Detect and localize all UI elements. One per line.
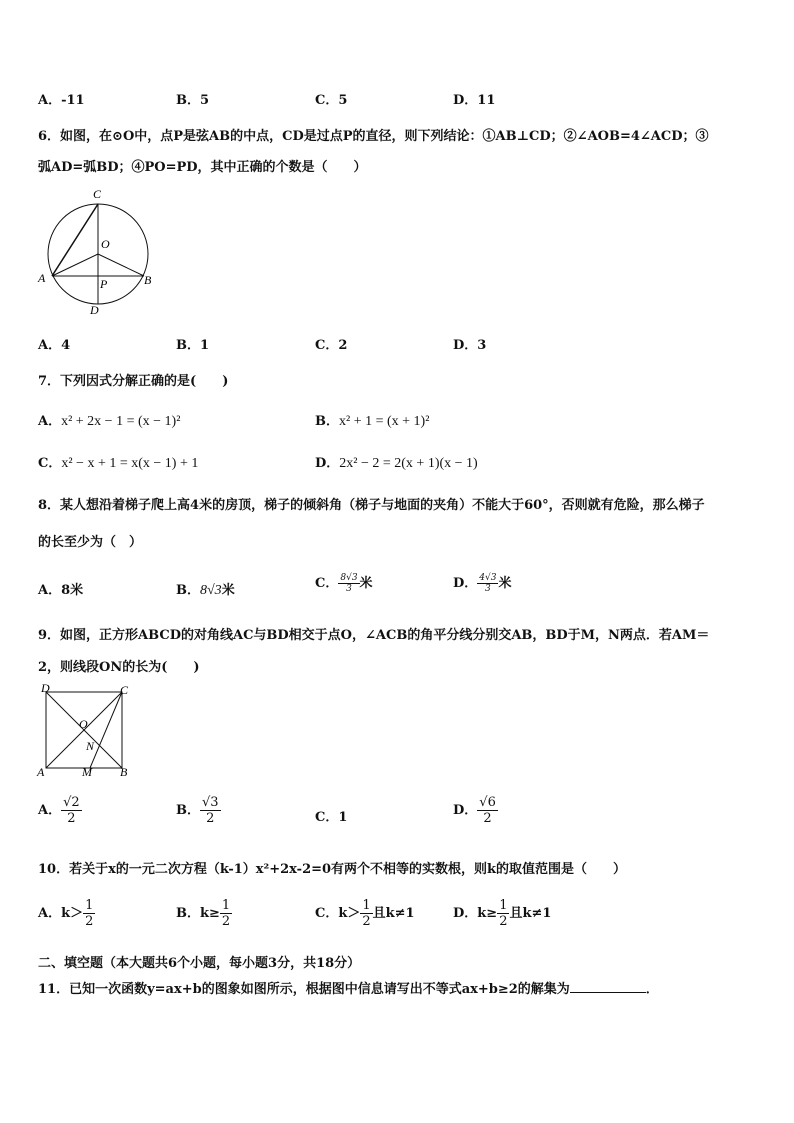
q7-stem: 7．下列因式分解正确的是( ) [38, 374, 229, 389]
section-heading-fill-in: 二、填空题（本大题共6个小题，每小题3分，共18分） [38, 956, 361, 971]
q7-option-b: B．x² + 1 = (x + 1)² [315, 414, 430, 429]
q9-option-c: C．1 [315, 810, 348, 825]
q9-stem-line1: 9．如图，正方形ABCD的对角线AC与BD相交于点O，∠ACB的角平分线分别交AB，BD于M，N两点．若AM＝ [38, 628, 710, 643]
q5-option-a: A．-11 [38, 93, 85, 108]
q9-option-a: A． $\frac{√2}{2}$ [38, 795, 80, 826]
q9-b-fraction: $\frac{√3}{2}$ [202, 795, 219, 826]
label-d: D [41, 682, 50, 695]
label-c: C [93, 187, 102, 201]
label-m: M [82, 765, 92, 779]
label-a: A [38, 271, 46, 285]
q8-option-d: D． $\frac{4√3}{3}$ 米 [453, 573, 512, 594]
q8-stem-line2: 的长至少为（ ） [38, 535, 143, 550]
label-b: B [120, 765, 128, 779]
label-a: A [37, 765, 45, 779]
q7-option-c: C．x² − x + 1 = x(x − 1) + 1 [38, 456, 199, 471]
q5-option-c: C．5 [315, 93, 348, 108]
q9-stem-line2: 2，则线段ON的长为( ) [38, 660, 200, 675]
q7-option-d: D．2x² − 2 = 2(x + 1)(x − 1) [315, 456, 478, 471]
q10-a-fraction: $\frac{1}{2}$ [85, 898, 94, 929]
q6-circle-figure [34, 184, 158, 318]
label-d: D [90, 303, 99, 317]
q6-option-b: B．1 [176, 338, 210, 353]
q10-option-a: A．k＞ $\frac{1}{2}$ [38, 898, 94, 929]
q9-square-figure [34, 682, 138, 780]
q7-option-a: A．x² + 2x − 1 = (x − 1)² [38, 414, 181, 429]
q6-stem-line2: 弧AD=弧BD；④PO=PD，其中正确的个数是（ ） [38, 160, 367, 175]
q8-option-a: A．8米 [38, 583, 84, 598]
label-b: B [144, 273, 152, 287]
q10-c-fraction: $\frac{1}{2}$ [362, 898, 371, 929]
answer-blank[interactable] [570, 980, 646, 993]
q6-option-c: C．2 [315, 338, 348, 353]
q5-option-b: B．5 [176, 93, 210, 108]
label-o: O [101, 237, 110, 251]
q10-option-b: B．k≥ $\frac{1}{2}$ [176, 898, 231, 929]
label-p: P [100, 277, 108, 291]
q8-option-b: B．8√3米 [176, 583, 235, 598]
q5-option-d: D．11 [453, 93, 496, 108]
label-o: O [79, 717, 88, 731]
q8-c-fraction: $\frac{8√3}{3}$ [340, 573, 358, 594]
bisector-cm [90, 692, 122, 768]
q8-option-c: C． $\frac{8√3}{3}$ 米 [315, 573, 373, 594]
q6-stem-line1: 6．如图，在⊙O中，点P是弦AB的中点，CD是过点P的直径，则下列结论：①AB⊥CD；②∠AOB=4∠ACD；③ [38, 129, 709, 144]
q10-option-d: D．k≥ $\frac{1}{2}$ 且k≠1 [453, 898, 552, 929]
q10-stem: 10．若关于x的一元二次方程（k-1）x²+2x-2=0有两个不相等的实数根，则k的取值范围是（ ） [38, 862, 627, 877]
q8-d-fraction: $\frac{4√3}{3}$ [479, 573, 497, 594]
q9-d-fraction: $\frac{√6}{2}$ [479, 795, 496, 826]
q10-d-fraction: $\frac{1}{2}$ [499, 898, 508, 929]
q9-a-fraction: $\frac{√2}{2}$ [63, 795, 80, 826]
q11-stem: 11．已知一次函数y=ax+b的图象如图所示，根据图中信息请写出不等式ax+b≥2的解集为 ． [38, 982, 659, 997]
label-c: C [120, 683, 129, 697]
segment-bo [98, 254, 144, 276]
label-n: N [86, 739, 95, 753]
q9-option-b: B． $\frac{√3}{2}$ [176, 795, 219, 826]
q10-b-fraction: $\frac{1}{2}$ [221, 898, 231, 929]
q6-option-d: D．3 [453, 338, 487, 353]
q6-option-a: A．4 [38, 338, 71, 353]
q10-option-c: C．k＞ $\frac{1}{2}$ 且k≠1 [315, 898, 415, 929]
q8-stem-line1: 8．某人想沿着梯子爬上高4米的房顶，梯子的倾斜角（梯子与地面的夹角）不能大于60°，否则就有危险，那么梯子 [38, 498, 705, 513]
q9-option-d: D． $\frac{√6}{2}$ [453, 795, 496, 826]
